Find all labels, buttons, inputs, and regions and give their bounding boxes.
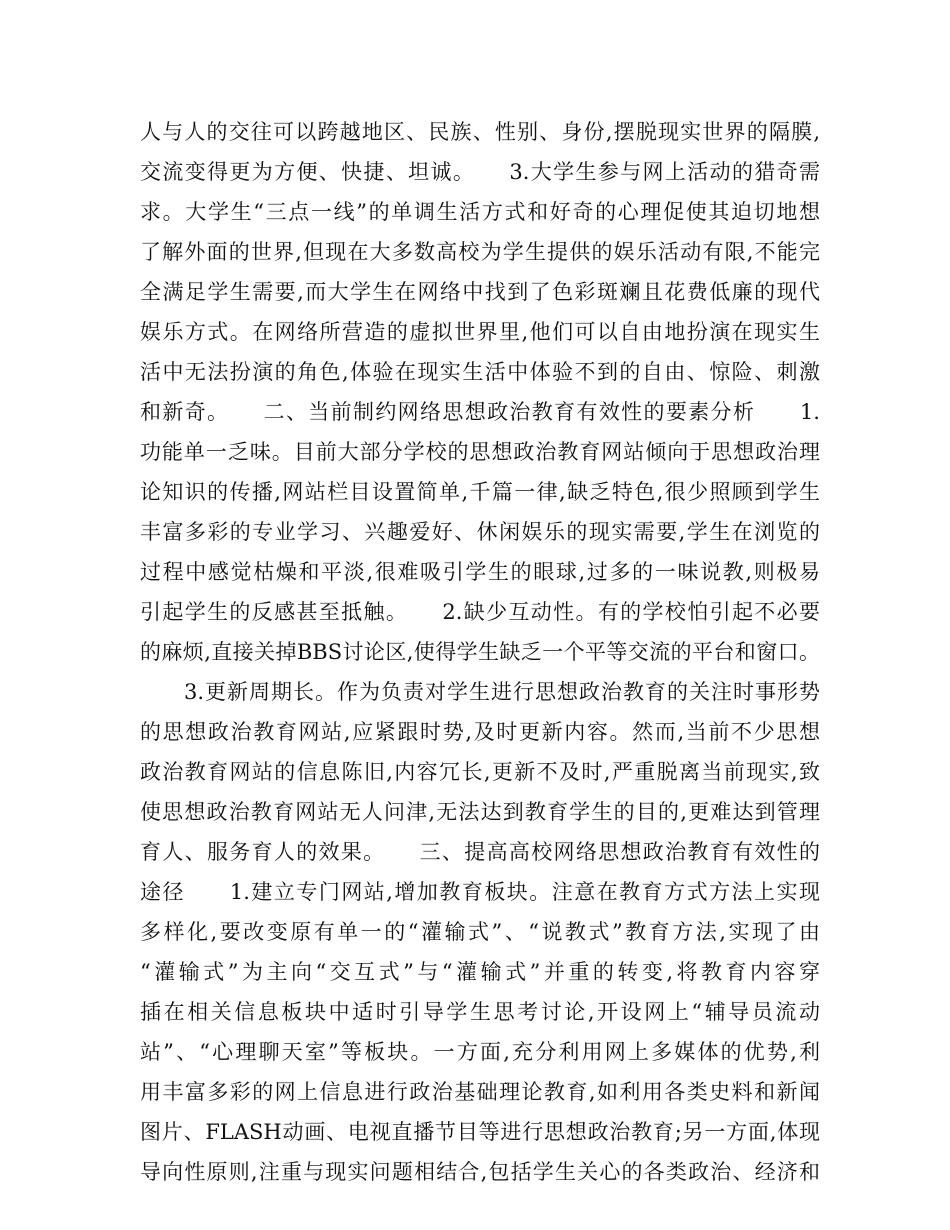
text-line: 求。大学生“三点一线”的单调生活方式和好奇的心理促使其迫切地想 (140, 200, 820, 224)
text-line: 引起学生的反感甚至抵触。 2.缺少互动性。有的学校怕引起不必要 (140, 600, 820, 624)
text-line: 活中无法扮演的角色,体验在现实生活中体验不到的自由、惊险、刺激 (140, 360, 820, 384)
text-line: 功能单一乏味。目前大部分学校的思想政治教育网站倾向于思想政治理 (140, 440, 820, 464)
text-line: 娱乐方式。在网络所营造的虚拟世界里,他们可以自由地扮演在现实生 (140, 320, 820, 344)
text-line: 丰富多彩的专业学习、兴趣爱好、休闲娱乐的现实需要,学生在浏览的 (140, 520, 820, 544)
text-line: 和新奇。 二、当前制约网络思想政治教育有效性的要素分析 1. (140, 400, 820, 424)
text-line: 导向性原则,注重与现实问题相结合,包括学生关心的各类政治、经济和 (140, 1160, 820, 1184)
text-line: 的麻烦,直接关掉BBS讨论区,使得学生缺乏一个平等交流的平台和窗口。 (140, 640, 820, 664)
body-text (140, 112, 820, 1192)
text-line: 过程中感觉枯燥和平淡,很难吸引学生的眼球,过多的一味说教,则极易 (140, 560, 820, 584)
text-line: 的思想政治教育网站,应紧跟时势,及时更新内容。然而,当前不少思想 (140, 720, 820, 744)
text-line: 使思想政治教育网站无人问津,无法达到教育学生的目的,更难达到管理 (140, 800, 820, 824)
text-line: 政治教育网站的信息陈旧,内容冗长,更新不及时,严重脱离当前现实,致 (140, 760, 820, 784)
text-line: 途径 1.建立专门网站,增加教育板块。注意在教育方式方法上实现 (140, 880, 820, 904)
text-line: 人与人的交往可以跨越地区、民族、性别、身份,摆脱现实世界的隔膜, (140, 120, 820, 144)
text-line: 全满足学生需要,而大学生在网络中找到了色彩斑斓且花费低廉的现代 (140, 280, 820, 304)
text-line: 3.更新周期长。作为负责对学生进行思想政治教育的关注时事形势 (140, 680, 820, 704)
text-line: “灌输式”为主向“交互式”与“灌输式”并重的转变,将教育内容穿 (140, 960, 820, 984)
text-line: 多样化,要改变原有单一的“灌输式”、“说教式”教育方法,实现了由 (140, 920, 820, 944)
text-line: 交流变得更为方便、快捷、坦诚。 3.大学生参与网上活动的猎奇需 (140, 160, 820, 184)
text-line: 育人、服务育人的效果。 三、提高高校网络思想政治教育有效性的 (140, 840, 820, 864)
text-line: 论知识的传播,网站栏目设置简单,千篇一律,缺乏特色,很少照顾到学生 (140, 480, 820, 504)
text-line: 用丰富多彩的网上信息进行政治基础理论教育,如利用各类史料和新闻 (140, 1080, 820, 1104)
text-line: 了解外面的世界,但现在大多数高校为学生提供的娱乐活动有限,不能完 (140, 240, 820, 264)
text-line: 图片、FLASH动画、电视直播节目等进行思想政治教育;另一方面,体现 (140, 1120, 820, 1144)
text-line: 站”、“心理聊天室”等板块。一方面,充分利用网上多媒体的优势,利 (140, 1040, 820, 1064)
text-line: 插在相关信息板块中适时引导学生思考讨论,开设网上“辅导员流动 (140, 1000, 820, 1024)
